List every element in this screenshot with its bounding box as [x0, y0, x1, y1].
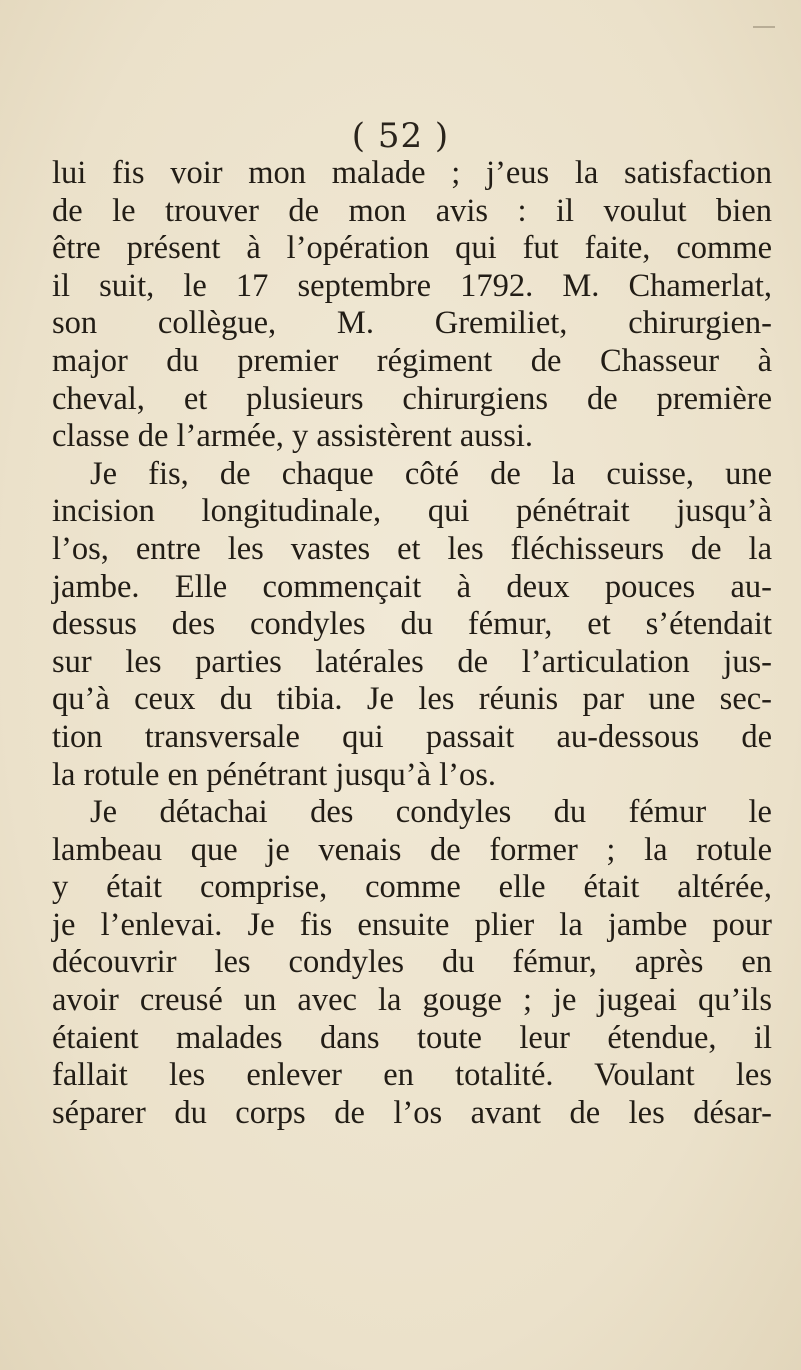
text-line: être présent à l’opération qui fut faite, comme [52, 230, 772, 267]
text-line: fallait les enlever en totalité. Voulant les [52, 1057, 772, 1094]
text-line: qu’à ceux du tibia. Je les réunis par une sec- [52, 681, 772, 718]
text-line: incision longitudinale, qui pénétrait jusqu’à [52, 493, 772, 530]
text-line: découvrir les condyles du fémur, après en [52, 944, 772, 981]
text-line: major du premier régiment de Chasseur à [52, 342, 772, 379]
text-line: dessus des condyles du fémur, et s’étendait [52, 606, 772, 643]
text-line: lambeau que je venais de former ; la rotule [52, 831, 772, 868]
text-line: tion transversale qui passait au-dessous de [52, 718, 772, 755]
text-line: classe de l’armée, y assistèrent aussi. [52, 418, 534, 455]
text-line: Je fis, de chaque côté de la cuisse, une [90, 455, 772, 492]
text-line: son collègue, M. Gremiliet, chirurgien- [52, 305, 772, 342]
text-line: l’os, entre les vastes et les fléchisseurs de la [52, 530, 772, 567]
text-line: y était comprise, comme elle était altérée, [52, 869, 772, 906]
text-line: il suit, le 17 septembre 1792. M. Chamerlat, [52, 267, 772, 304]
text-line: étaient malades dans toute leur étendue, il [52, 1019, 772, 1056]
text-line: séparer du corps de l’os avant de les désar- [52, 1094, 772, 1131]
text-line: jambe. Elle commençait à deux pouces au- [52, 568, 772, 605]
text-line: avoir creusé un avec la gouge ; je jugeai qu’ils [52, 982, 772, 1019]
page-number: ( 52 ) [351, 116, 450, 156]
text-line: je l’enlevai. Je fis ensuite plier la jambe pour [52, 906, 772, 943]
text-line: Je détachai des condyles du fémur le [90, 794, 772, 831]
text-line: lui fis voir mon malade ; j’eus la satisfaction [52, 155, 772, 191]
body-text [52, 155, 772, 1132]
corner-mark [753, 26, 775, 28]
text-line: la rotule en pénétrant jusqu’à l’os. [52, 756, 497, 793]
text-line: cheval, et plusieurs chirurgiens de première [52, 380, 772, 417]
text-line: sur les parties latérales de l’articulation jus- [52, 643, 772, 680]
text-line: de le trouver de mon avis : il voulut bien [52, 192, 772, 229]
